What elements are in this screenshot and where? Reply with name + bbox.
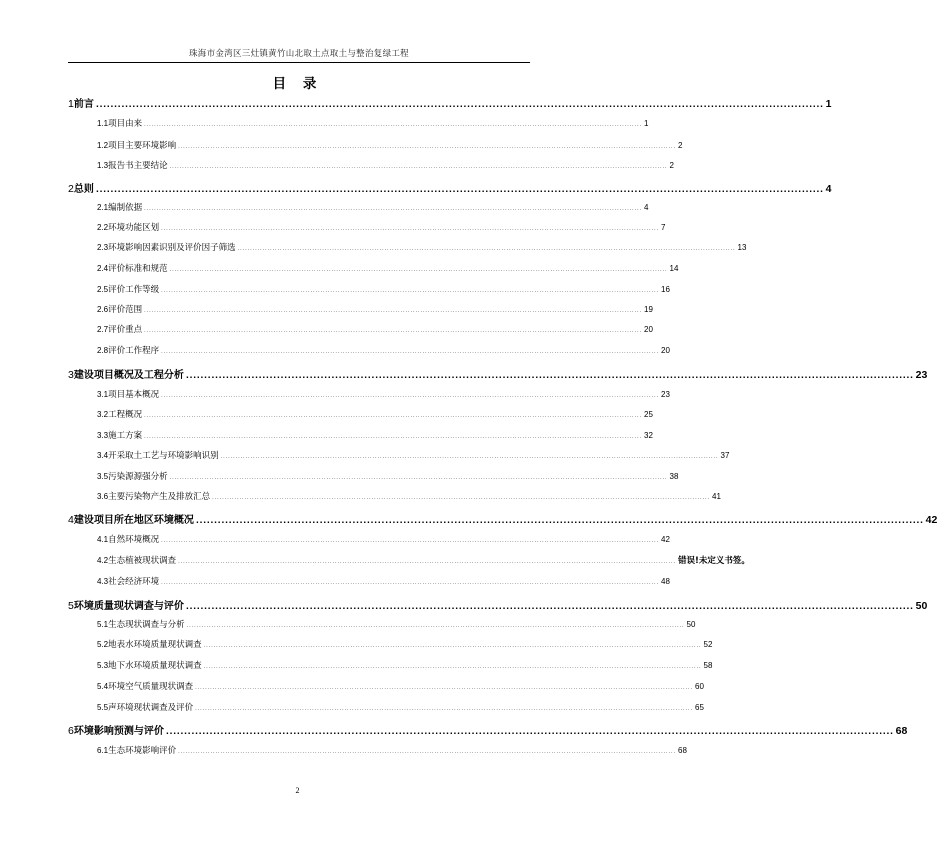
toc-dot-leader: ........................................................................................................................................................................................................	[144, 122, 643, 128]
toc-dot-leader: ........................................................................................................................................................................................................	[169, 267, 668, 273]
toc-entry-page: 2	[669, 161, 674, 170]
toc-entry-number: 3.1	[97, 390, 109, 399]
toc-entry-number: 2.3	[97, 243, 109, 252]
toc-entry-page: 4	[644, 203, 649, 212]
toc-section-entry[interactable]	[97, 575, 670, 587]
toc-dot-leader: ........................................................................................................................................................................................................	[203, 643, 702, 649]
toc-entry-label: 建设项目所在地区环境概况	[73, 515, 194, 526]
toc-entry-page: 42	[925, 514, 937, 526]
toc-dot-leader: ........................................................................................................................................................................................................	[144, 206, 643, 212]
toc-entry-page: 48	[661, 577, 670, 586]
toc-entry-page: 32	[644, 431, 653, 440]
toc-entry-number: 5.3	[97, 661, 109, 670]
toc-entry-error-text: 错误!未定义书签。	[678, 556, 750, 566]
toc-dot-leader: ........................................................................................................................................................................................................	[165, 727, 894, 736]
toc-entry-number: 1	[68, 98, 74, 110]
toc-entry-number: 2.4	[97, 264, 109, 273]
toc-entry-number: 3.5	[97, 472, 109, 481]
toc-section-entry[interactable]	[97, 618, 696, 630]
toc-section-entry[interactable]	[97, 659, 713, 671]
toc-chapter-entry[interactable]	[68, 95, 832, 110]
toc-entry-number: 1.2	[97, 141, 109, 150]
toc-entry-label: 地下水环境质量现状调查	[108, 661, 202, 671]
toc-entry-number: 3.2	[97, 410, 109, 419]
toc-dot-leader: ........................................................................................................................................................................................................	[144, 434, 643, 440]
toc-entry-label: 环境功能区划	[108, 223, 160, 233]
toc-entry-page: 20	[661, 346, 670, 355]
toc-entry-page: 16	[661, 285, 670, 294]
toc-entry-page: 7	[661, 223, 666, 232]
toc-dot-leader: ........................................................................................................................................................................................................	[144, 413, 643, 419]
toc-section-entry[interactable]	[97, 680, 704, 692]
toc-chapter-entry[interactable]	[68, 511, 937, 526]
running-header: 珠海市金湾区三灶镇黄竹山北取土点取土与整治复绿工程	[188, 49, 409, 59]
toc-entry-label: 环境影响因素识别及评价因子筛选	[108, 243, 236, 253]
toc-section-entry[interactable]	[97, 449, 730, 461]
toc-entry-label: 编制依据	[108, 203, 143, 213]
toc-entry-number: 3.4	[97, 451, 109, 460]
toc-entry-label: 建设项目概况及工程分析	[73, 370, 184, 381]
toc-entry-page: 50	[915, 600, 928, 612]
toc-entry-label: 地表水环境质量现状调查	[108, 640, 202, 650]
toc-section-entry[interactable]	[97, 701, 704, 713]
toc-entry-label: 开采取土工艺与环境影响识别	[108, 451, 219, 461]
toc-entry-label: 评价工作程序	[108, 346, 160, 356]
toc-chapter-entry[interactable]	[68, 722, 908, 737]
toc-entry-page: 25	[644, 410, 653, 419]
toc-entry-page: 58	[703, 661, 713, 670]
toc-dot-leader: ........................................................................................................................................................................................................	[161, 226, 660, 232]
toc-dot-leader: ........................................................................................................................................................................................................	[195, 706, 694, 712]
toc-section-entry[interactable]	[97, 159, 674, 171]
toc-entry-page: 50	[686, 620, 696, 629]
toc-dot-leader: ........................................................................................................................................................................................................	[169, 164, 668, 170]
toc-entry-page: 1	[825, 98, 832, 110]
toc-entry-page: 38	[669, 472, 679, 481]
toc-entry-label: 项目基本概况	[108, 390, 160, 400]
toc-entry-number: 3.3	[97, 431, 109, 440]
toc-dot-leader: ........................................................................................................................................................................................................	[237, 246, 736, 252]
toc-dot-leader: ........................................................................................................................................................................................................	[185, 602, 914, 611]
toc-entry-label: 项目由来	[108, 119, 143, 129]
toc-entry-page: 42	[661, 535, 670, 544]
header-rule	[68, 62, 530, 63]
toc-section-entry[interactable]	[97, 408, 653, 420]
toc-dot-leader: ........................................................................................................................................................................................................	[95, 100, 824, 109]
toc-entry-label: 生态环境影响评价	[108, 746, 177, 756]
toc-section-entry[interactable]	[97, 490, 721, 502]
toc-entry-label: 自然环境概况	[108, 535, 160, 545]
toc-entry-number: 5.4	[97, 682, 109, 691]
toc-entry-label: 声环境现状调查及评价	[108, 703, 194, 713]
toc-dot-leader: ........................................................................................................................................................................................................	[185, 371, 914, 380]
toc-section-entry[interactable]	[97, 283, 670, 295]
toc-section-entry[interactable]	[97, 262, 679, 274]
toc-entry-number: 4.1	[97, 535, 109, 544]
toc-entry-label: 环境空气质量现状调查	[108, 682, 194, 692]
toc-entry-label: 环境影响预测与评价	[73, 726, 164, 737]
toc-entry-page: 19	[644, 305, 653, 314]
toc-entry-number: 2.8	[97, 346, 109, 355]
page-number: 2	[295, 786, 300, 795]
toc-section-entry[interactable]	[97, 388, 670, 400]
toc-entry-number: 2	[68, 183, 74, 195]
toc-section-entry[interactable]	[97, 638, 713, 650]
toc-entry-number: 2.7	[97, 325, 109, 334]
toc-dot-leader: ........................................................................................................................................................................................................	[212, 495, 711, 501]
toc-entry-page: 4	[825, 183, 832, 195]
toc-dot-leader: ........................................................................................................................................................................................................	[95, 185, 824, 194]
toc-dot-leader: ........................................................................................................................................................................................................	[161, 288, 660, 294]
toc-title: 目 录	[272, 76, 323, 92]
toc-entry-page: 23	[915, 369, 928, 381]
toc-entry-number: 6.1	[97, 746, 109, 755]
toc-entry-label: 前言	[73, 99, 94, 110]
toc-section-entry[interactable]	[97, 429, 653, 441]
toc-entry-label: 评价重点	[108, 325, 143, 335]
toc-entry-label: 生态植被现状调查	[108, 556, 177, 566]
toc-entry-number: 4	[68, 514, 74, 526]
toc-entry-page: 68	[895, 725, 908, 737]
toc-entry-label: 评价工作等级	[108, 285, 160, 295]
toc-entry-page: 20	[644, 325, 653, 334]
toc-dot-leader: ........................................................................................................................................................................................................	[144, 308, 643, 314]
toc-entry-page: 65	[695, 703, 704, 712]
toc-dot-leader: ........................................................................................................................................................................................................	[169, 475, 668, 481]
toc-entry-number: 3.6	[97, 492, 109, 501]
toc-section-entry[interactable]	[97, 303, 653, 315]
toc-entry-label: 工程概况	[108, 410, 143, 420]
toc-entry-label: 生态现状调查与分析	[108, 620, 185, 630]
toc-section-entry[interactable]	[97, 744, 687, 756]
toc-entry-page: 68	[678, 746, 687, 755]
toc-entry-number: 5.2	[97, 640, 109, 649]
toc-section-entry[interactable]	[97, 344, 670, 356]
toc-entry-number: 2.5	[97, 285, 109, 294]
toc-entry-number: 6	[68, 725, 74, 737]
toc-entry-label: 总则	[73, 184, 94, 195]
toc-entry-page: 37	[720, 451, 730, 460]
toc-entry-number: 2.1	[97, 203, 109, 212]
toc-entry-page: 2	[678, 141, 683, 150]
toc-dot-leader: ........................................................................................................................................................................................................	[161, 538, 660, 544]
toc-entry-number: 4.2	[97, 556, 109, 565]
toc-entry-page: 60	[695, 682, 704, 691]
toc-entry-label: 项目主要环境影响	[108, 141, 177, 151]
toc-dot-leader: ........................................................................................................................................................................................................	[186, 623, 685, 629]
toc-section-entry[interactable]	[97, 139, 683, 151]
toc-section-entry[interactable]	[97, 554, 750, 566]
toc-entry-label: 社会经济环境	[108, 577, 160, 587]
toc-dot-leader: ........................................................................................................................................................................................................	[161, 349, 660, 355]
toc-entry-label: 报告书主要结论	[108, 161, 168, 171]
toc-entry-number: 3	[68, 369, 74, 381]
toc-dot-leader: ........................................................................................................................................................................................................	[161, 580, 660, 586]
toc-entry-number: 1.1	[97, 119, 109, 128]
toc-chapter-entry[interactable]	[68, 597, 928, 612]
toc-section-entry[interactable]	[97, 117, 649, 129]
toc-entry-number: 5	[68, 600, 74, 612]
toc-entry-number: 4.3	[97, 577, 109, 586]
toc-entry-number: 1.3	[97, 161, 109, 170]
toc-entry-number: 2.6	[97, 305, 109, 314]
toc-entry-page: 14	[669, 264, 679, 273]
toc-entry-label: 环境质量现状调查与评价	[73, 601, 184, 612]
toc-dot-leader: ........................................................................................................................................................................................................	[144, 328, 643, 334]
toc-entry-label: 主要污染物产生及排放汇总	[108, 492, 211, 502]
toc-section-entry[interactable]	[97, 241, 747, 253]
toc-section-entry[interactable]	[97, 323, 653, 335]
toc-entry-page: 52	[703, 640, 713, 649]
toc-dot-leader: ........................................................................................................................................................................................................	[178, 559, 677, 565]
toc-dot-leader: ........................................................................................................................................................................................................	[178, 749, 677, 755]
toc-section-entry[interactable]	[97, 470, 679, 482]
toc-dot-leader: ........................................................................................................................................................................................................	[220, 454, 719, 460]
toc-chapter-entry[interactable]	[68, 366, 928, 381]
toc-dot-leader: ........................................................................................................................................................................................................	[195, 516, 924, 525]
toc-entry-page: 23	[661, 390, 670, 399]
toc-dot-leader: ........................................................................................................................................................................................................	[178, 144, 677, 150]
toc-entry-label: 评价标准和规范	[108, 264, 168, 274]
toc-section-entry[interactable]	[97, 201, 649, 213]
toc-chapter-entry[interactable]	[68, 180, 832, 195]
toc-entry-number: 5.5	[97, 703, 109, 712]
toc-entry-page: 13	[737, 243, 747, 252]
toc-section-entry[interactable]	[97, 533, 670, 545]
toc-entry-number: 2.2	[97, 223, 109, 232]
toc-section-entry[interactable]	[97, 221, 666, 233]
toc-entry-number: 5.1	[97, 620, 109, 629]
toc-entry-page: 41	[712, 492, 721, 501]
toc-entry-label: 评价范围	[108, 305, 143, 315]
toc-entry-page: 1	[644, 119, 649, 128]
toc-dot-leader: ........................................................................................................................................................................................................	[195, 685, 694, 691]
toc-entry-label: 污染源源强分析	[108, 472, 168, 482]
toc-dot-leader: ........................................................................................................................................................................................................	[203, 664, 702, 670]
toc-entry-label: 施工方案	[108, 431, 143, 441]
toc-dot-leader: ........................................................................................................................................................................................................	[161, 393, 660, 399]
